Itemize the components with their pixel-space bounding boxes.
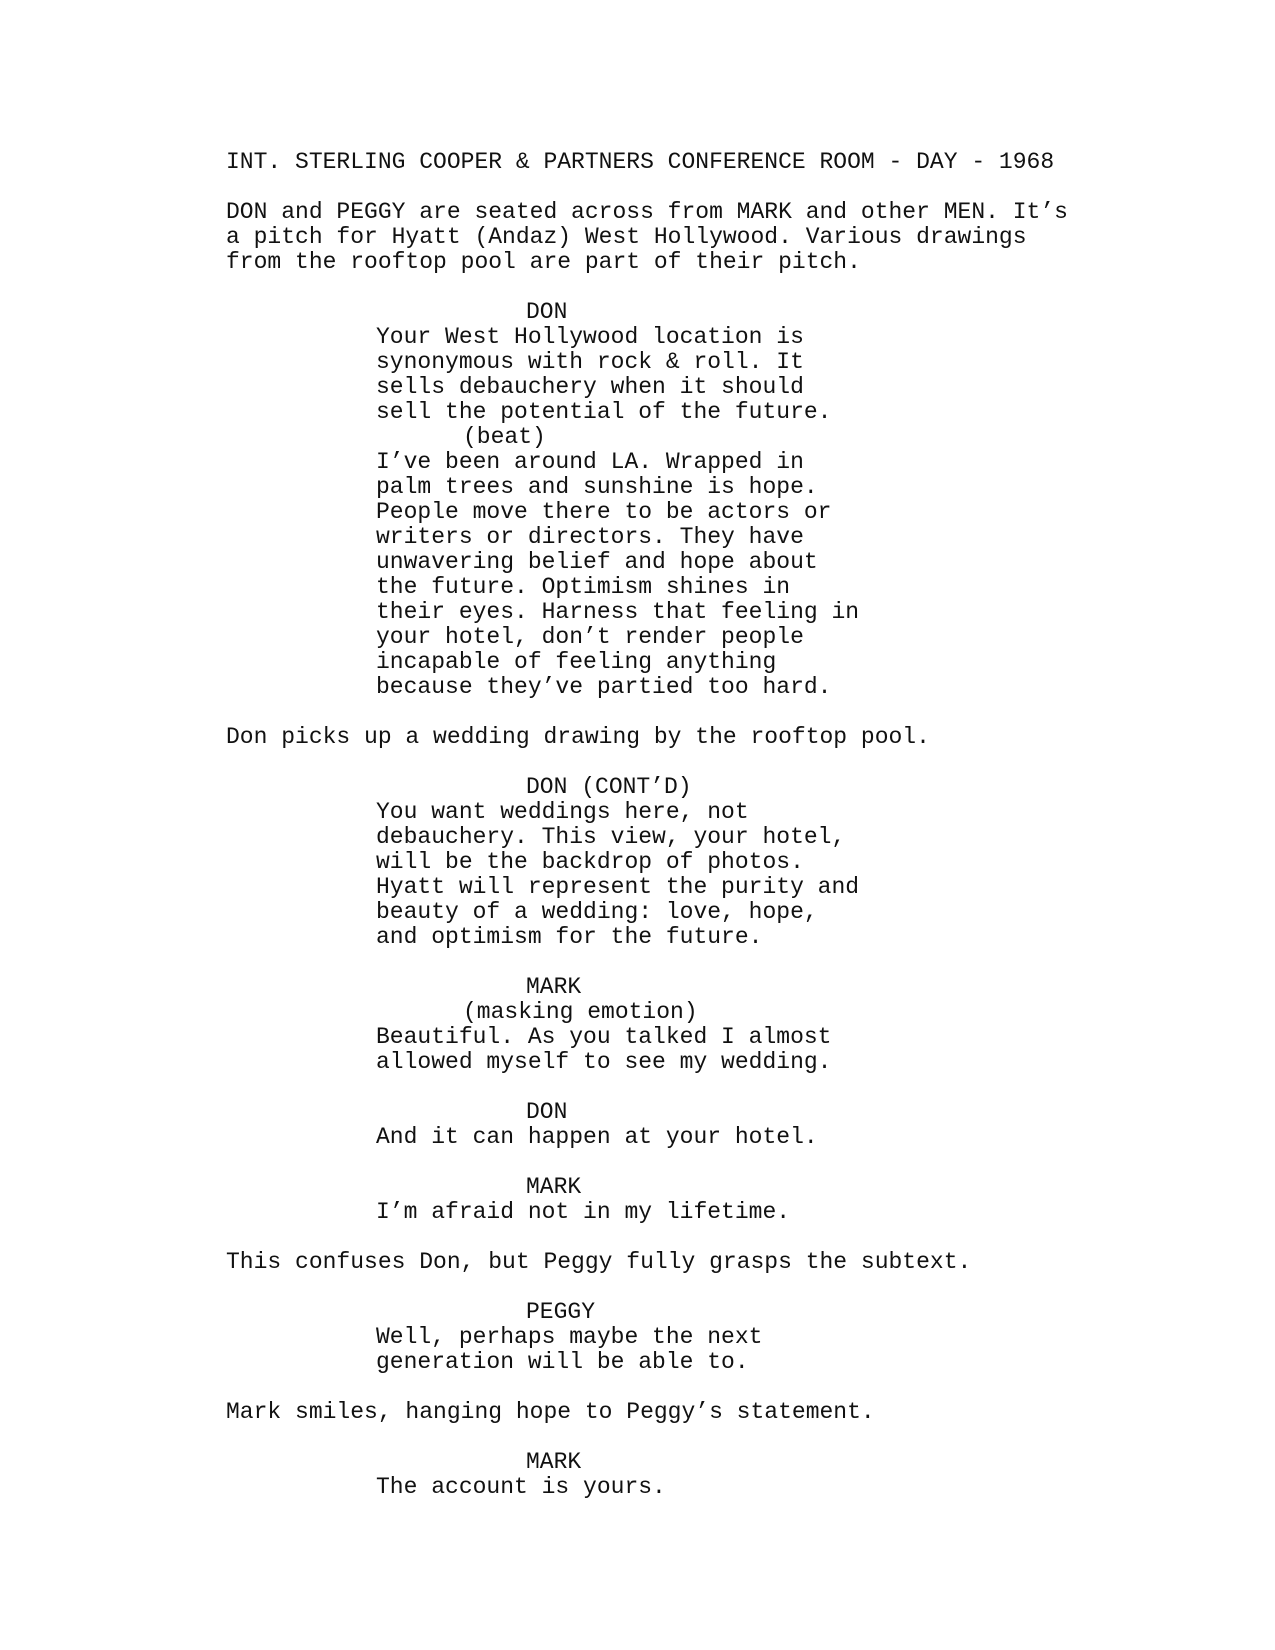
parenthetical: (beat) xyxy=(463,424,546,450)
action-line: Don picks up a wedding drawing by the rooftop pool. xyxy=(226,724,930,750)
dialogue-line: palm trees and sunshine is hope. xyxy=(376,474,818,500)
dialogue-line: The account is yours. xyxy=(376,1474,666,1500)
dialogue-line: I’ve been around LA. Wrapped in xyxy=(376,449,804,475)
action-line: DON and PEGGY are seated across from MARK and other MEN. It’s xyxy=(226,199,1068,225)
dialogue-line: allowed myself to see my wedding. xyxy=(376,1049,832,1075)
parenthetical: (masking emotion) xyxy=(463,999,698,1025)
dialogue-line: And it can happen at your hotel. xyxy=(376,1124,818,1150)
action-block xyxy=(226,725,1126,750)
dialogue-block xyxy=(226,975,1126,1075)
character-name: MARK xyxy=(526,974,582,1000)
dialogue-block xyxy=(226,1100,1126,1150)
action-line: from the rooftop pool are part of their pitch. xyxy=(226,249,861,275)
dialogue-line: unwavering belief and hope about xyxy=(376,549,818,575)
dialogue-line: debauchery. This view, your hotel, xyxy=(376,824,846,850)
action-block xyxy=(226,1400,1126,1425)
action-block xyxy=(226,1250,1126,1275)
character-name: MARK xyxy=(526,1449,582,1475)
dialogue-block xyxy=(226,300,1126,700)
dialogue-block xyxy=(226,1175,1126,1225)
dialogue-line: their eyes. Harness that feeling in xyxy=(376,599,860,625)
dialogue-block xyxy=(226,1300,1126,1375)
dialogue-line: synonymous with rock & roll. It xyxy=(376,349,804,375)
dialogue-line: writers or directors. They have xyxy=(376,524,804,550)
dialogue-line: Beautiful. As you talked I almost xyxy=(376,1024,832,1050)
character-name: PEGGY xyxy=(526,1299,596,1325)
character-name: DON xyxy=(526,299,568,325)
dialogue-line: incapable of feeling anything xyxy=(376,649,777,675)
action-line: Mark smiles, hanging hope to Peggy’s statement. xyxy=(226,1399,875,1425)
dialogue-line: sell the potential of the future. xyxy=(376,399,832,425)
dialogue-line: and optimism for the future. xyxy=(376,924,763,950)
dialogue-line: your hotel, don’t render people xyxy=(376,624,804,650)
action-block xyxy=(226,200,1126,275)
dialogue-line: Your West Hollywood location is xyxy=(376,324,804,350)
dialogue-line: beauty of a wedding: love, hope, xyxy=(376,899,818,925)
dialogue-line: People move there to be actors or xyxy=(376,499,832,525)
dialogue-line: Hyatt will represent the purity and xyxy=(376,874,860,900)
dialogue-line: You want weddings here, not xyxy=(376,799,749,825)
dialogue-line: because they’ve partied too hard. xyxy=(376,674,832,700)
dialogue-block xyxy=(226,1450,1126,1500)
dialogue-line: I’m afraid not in my lifetime. xyxy=(376,1199,791,1225)
dialogue-block xyxy=(226,775,1126,950)
character-name: DON xyxy=(526,1099,568,1125)
action-line: a pitch for Hyatt (Andaz) West Hollywood. Various drawings xyxy=(226,224,1027,250)
character-name: MARK xyxy=(526,1174,582,1200)
screenplay-body xyxy=(226,150,1126,1500)
scene-heading: INT. STERLING COOPER & PARTNERS CONFERENCE ROOM - DAY - 1968 xyxy=(226,149,1055,175)
action-line: This confuses Don, but Peggy fully grasps the subtext. xyxy=(226,1249,972,1275)
dialogue-line: Well, perhaps maybe the next xyxy=(376,1324,763,1350)
dialogue-line: sells debauchery when it should xyxy=(376,374,804,400)
character-name: DON (CONT’D) xyxy=(526,774,692,800)
dialogue-line: the future. Optimism shines in xyxy=(376,574,791,600)
dialogue-line: generation will be able to. xyxy=(376,1349,749,1375)
dialogue-line: will be the backdrop of photos. xyxy=(376,849,804,875)
